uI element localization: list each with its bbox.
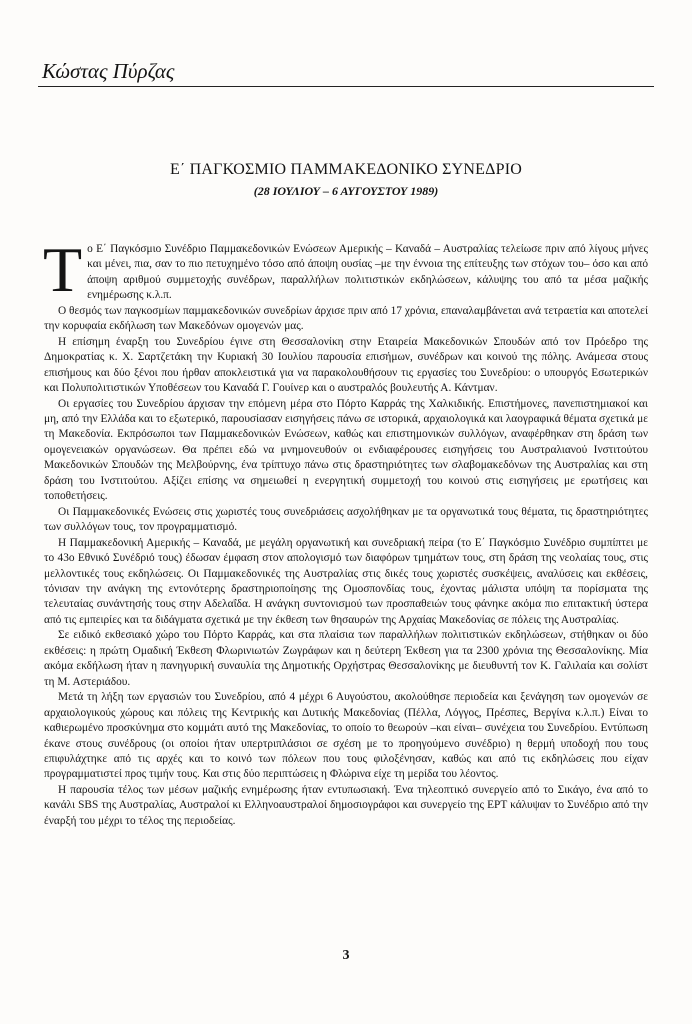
paragraph: Ο θεσμός των παγκοσμίων παμμακεδονικών συνεδρίων άρχισε πριν από 17 χρόνια, επαναλαμβάνεται ανά τετραετία και αποτελεί την κορυφαία εκδήλωση των Μακεδόνων ομογενών μας. <box>44 304 648 333</box>
article-body <box>43 234 648 829</box>
author-name: Κώστας Πύρζας <box>42 59 175 83</box>
paragraph: Η παρουσία τέλος των μέσων μαζικής ενημέρωσης ήταν εντυπωσιακή. Ένα τηλεοπτικό συνεργείο από το Σικάγο, ένα από το κανάλι SBS της Αυστραλίας, Αυστραλοί κι Ελληνοαυστραλοί δημοσιογράφοι και συνεργείο της ΕΡΤ κάλυψαν το Συνέδριο από την έναρξή του μέχρι το τέλος της περιοδείας. <box>44 783 648 827</box>
page-number: 3 <box>342 948 350 963</box>
paragraph: Μετά τη λήξη των εργασιών του Συνεδρίου, από 4 μέχρι 6 Αυγούστου, ακολούθησε περιοδεία και ξενάγηση των ομογενών σε αρχαιολογικούς χώρους και πόλεις της Κεντρικής και Δυτικής Μακεδονίας (Πέλλα, Λόγγος, Πρέσπες, Βεργίνα κ.λ.π.) Είναι το καθιερωμένο προσκύνημα στο κομμάτι αυτό της Μακεδονίας, το οποίο το θεωρούν –και είναι– συνέχεια του Συνεδρίου. Εντύπωση έκανε στους συνέδρους (οι οποίοι ήταν υπερτριπλάσιοι σε σχέση με το προηγούμενο συνέδριο) η θερμή υποδοχή που τους επιφυλάχτηκε από τις αρχές και το κοινό των πόλεων που τους φιλοξένησαν, καθώς και από τις εκδηλώσεις που είχαν προγραμματιστεί προς τιμήν τους. Και στις δύο περιπτώσεις η Φλώρινα είχε τη μερίδα του λέοντος. <box>44 691 648 781</box>
paragraph: Η Παμμακεδονική Αμερικής – Καναδά, με μεγάλη οργανωτική και συνεδριακή πείρα (το Ε΄ Παγκόσμιο Συνέδριο συμπίπτει με το 43ο Εθνικό Συνέδριό τους) έδωσαν έμφαση στον απολογισμό των διαφόρων τμημάτων τους, στη δράση της νεολαίας τους, στις μελλοντικές τους εκδηλώσεις. Οι Παμμακεδονικές της Αυστραλίας στις δικές τους χωριστές συσκέψεις, αναλύσεις και εκθέσεις, τόνισαν την ανάγκη της εντονότερης δραστηριοποίησης της Ομοσπονδίας τους, έχοντας μάλιστα υπόψη τα πορίσματα της τελευταίας συνάντησής τους στην Αδελαΐδα. Η ανάγκη συντονισμού των προσπαθειών τους φάνηκε ακόμα πιο επιτακτική ύστερα από τις εμπειρίες και τα διδάγματα σχετικά με την έκθεση των θησαυρών της Αρχαίας Μακεδονίας σε πόλεις της Αυστραλίας. <box>44 536 648 626</box>
drop-cap: Τ <box>43 234 83 305</box>
paragraph <box>43 234 648 305</box>
paragraph: Οι Παμμακεδονικές Ενώσεις στις χωριστές τους συνεδριάσεις ασχολήθηκαν με τα οργανωτικά τους θέματα, τις δραστηριότητες των συλλόγων τους, τον προγραμματισμό. <box>44 505 648 534</box>
paragraph: Σε ειδικό εκθεσιακό χώρο του Πόρτο Καρράς, και στα πλαίσια των παραλλήλων πολιτιστικών εκδηλώσεων, στήθηκαν οι δύο εκθέσεις: η πρώτη Ομαδική Έκθεση Φλωρινιωτών Ζωγράφων και η δεύτερη Έκθεση για τα 2300 χρόνια της Θεσσαλονίκης. Μία ακόμα εκδήλωση ήταν η πανηγυρική συναυλία της Δημοτικής Ορχήστρας Θεσσαλονίκης με διευθυντή τον Κ. Γαλιλαία και σολίστ τη Μ. Αστεριάδου. <box>44 629 648 688</box>
paragraph: Η επίσημη έναρξη του Συνεδρίου έγινε στη Θεσσαλονίκη στην Εταιρεία Μακεδονικών Σπουδών από τον Πρόεδρο της Δημοκρατίας κ. Χ. Σαρτζετάκη την Κυριακή 30 Ιουλίου παρουσία επισήμων, συνέδρων και κοινού της πόλης. Ανάμεσα στους επισήμους και δύο ξένοι που ήρθαν αποκλειστικά για να παρακολουθήσουν τις εργασίες του Συνεδρίου: ο υπουργός Εσωτερικών και Πολυπολιτιστικών Υποθέσεων του Καναδά Γ. Γουίνερ και ο αυστραλός βουλευτής Α. Κάντμαν. <box>44 335 648 395</box>
paragraph: Οι εργασίες του Συνεδρίου άρχισαν την επόμενη μέρα στο Πόρτο Καρράς της Χαλκιδικής. Επιστήμονες, πανεπιστημιακοί και μη, από την Ελλάδα και το εξωτερικό, παρουσίασαν εισηγήσεις πάνω σε ιστορικά, αρχαιολογικά και λαογραφικά θέματα σχετικά με τη Μακεδονία. Εκπρόσωποι των Παμμακεδονικών Ενώσεων, καθώς και επιστημονικών συλλόγων, αναφέρθηκαν στη δράση των ομογενειακών οργανώσεων. Θα πρέπει εδώ να μνημονευθούν οι ενδιαφέρουσες εισηγήσεις του Αυστραλιανού Ινστιτούτου Μακεδονικών Σπουδών της Μελβούρνης, ένα τρίπτυχο πάνω στις δραστηριότητες των σλαβομακεδόνων της Αυστραλίας και στη δράση του Ινστιτούτου. Αξίζει επίσης να σημειωθεί η ενεργητική συμμετοχή του κοινού στις εισηγήσεις με ερωτήσεις και τοποθετήσεις. <box>44 397 648 503</box>
paragraph-text: ο Ε΄ Παγκόσμιο Συνέδριο Παμμακεδονικών Ενώσεων Αμερικής – Καναδά – Αυστραλίας τελείωσε πριν από λίγους μήνες και μένει, πια, σαν το πιο πετυχημένο τόσο από άποψη ουσίας –με την έννοια της επίτευξης των στόχων του– όσο και από άποψη αριθμού συμμετοχής συνέδρων, παραλλήλων πολιτιστικών εκδηλώσεων, κάλυψης του από τα μέσα μαζικής ενημέρωσης κ.λ.π. <box>87 243 648 302</box>
article-dates: (28 ΙΟΥΛΙΟΥ – 6 ΑΥΓΟΥΣΤΟΥ 1989) <box>253 184 439 198</box>
header-rule <box>38 86 654 87</box>
article-title: Ε΄ ΠΑΓΚΟΣΜΙΟ ΠΑΜΜΑΚΕΔΟΝΙΚΟ ΣΥΝΕΔΡΙΟ <box>169 161 523 178</box>
running-header <box>38 58 654 84</box>
